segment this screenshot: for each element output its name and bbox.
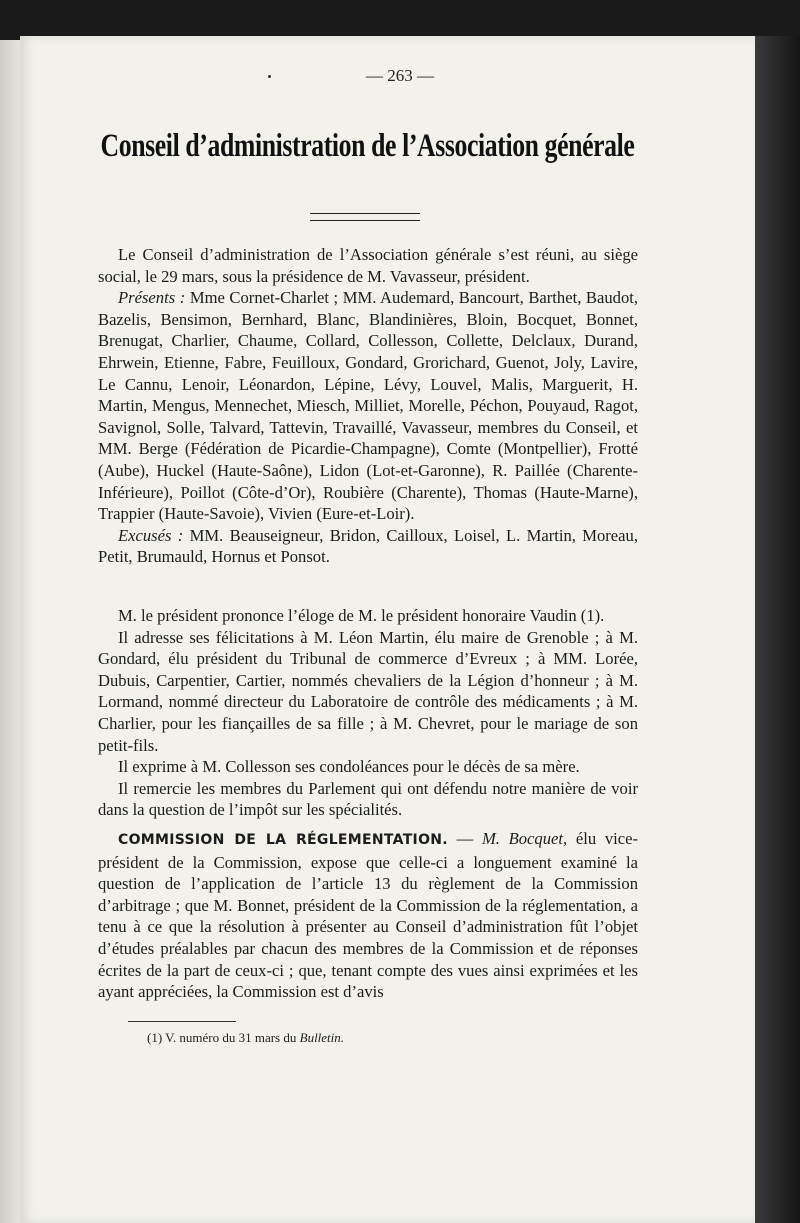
- paragraph-felicitations: Il adresse ses félicitations à M. Léon Martin, élu maire de Grenoble ; à M. Gondard, élu président du Tribunal de commerce d’Evreux ; à MM. Lorée, Dubuis, Carpentier, Cartier, nommés chevaliers de la Légion d’honneur ; à M. Lormand, nommé directeur du Laboratoire de contrôle des médicaments ; à M. Charlier, pour les fiançailles de sa fille ; à M. Chevret, pour le mariage de son petit-fils.: [98, 627, 638, 755]
- paragraph-excuses: Excusés : MM. Beauseigneur, Bridon, Cailloux, Loisel, L. Martin, Moreau, Petit, Brumauld, Hornus et Ponsot.: [98, 525, 638, 567]
- scan-background: [755, 36, 800, 1223]
- footnote-rule: [128, 1021, 236, 1022]
- footnote: (1) V. numéro du 31 mars du Bulletin.: [147, 1030, 345, 1045]
- announcements-block: [98, 605, 638, 821]
- paragraph-intro: Le Conseil d’administration de l’Association générale s’est réuni, au siège social, le 29 mars, sous la présidence de M. Vavasseur, président.: [98, 245, 638, 286]
- page-title: Conseil d’administration de l’Association générale: [100, 128, 635, 164]
- adjacent-page-edge: [0, 40, 22, 1223]
- title-divider: [310, 213, 420, 221]
- paragraph-condoleances: Il exprime à M. Collesson ses condoléances pour le décès de sa mère.: [118, 757, 580, 777]
- paragraph-remerciements: Il remercie les membres du Parlement qui ont défendu notre manière de voir dans la question de l’impôt sur les spécialités.: [98, 778, 638, 820]
- paragraph-commission: COMMISSION DE LA RÉGLEMENTATION. — M. Bocquet, élu vice-président de la Commission, expose que celle-ci a longuement examiné la question de l’application de l’article 13 du règlement de la Commission d’arbitrage ; que M. Bonnet, président de la Commission de la réglementation, a tenu à ce que la résolution à présenter au Conseil d’administration fût l’objet d’études préalables par chacun des membres de la Commission et de réponses écrites de la part de ceux-ci ; que, tenant compte des vues ainsi exprimées et les ayant appréciées, la Commission est d’avis: [98, 829, 639, 1002]
- presents-label: Présents :: [118, 288, 186, 308]
- paragraph-eloge: M. le président prononce l’éloge de M. le président honoraire Vaudin (1).: [118, 606, 605, 625]
- section-heading: COMMISSION DE LA RÉGLEMENTATION.: [118, 832, 448, 848]
- excuses-label: Excusés :: [118, 525, 184, 545]
- speaker-name: M. Bocquet,: [481, 829, 568, 848]
- page-number: — 263 —: [366, 66, 434, 85]
- paragraph-presents: Présents : Mme Cornet-Charlet ; MM. Audemard, Bancourt, Barthet, Baudot, Bazelis, Bensimon, Bernhard, Blanc, Blandinières, Bloin, Bocquet, Bonnet, Brenugat, Charlier, Chaume, Collard, Collesson, Collette, Delclaux, Durand, Ehrwein, Etienne, Fabre, Feuilloux, Gondard, Grorichard, Guenot, Joly, Lavire, Le Cannu, Lenoir, Léonardon, Lépine, Lévy, Louvel, Malis, Marguerit, H. Martin, Mengus, Mennechet, Miesch, Milliet, Morelle, Péchon, Pouyaud, Ragot, Savignol, Solle, Talvard, Tattevin, Travaillé, Vavasseur, membres du Conseil, et MM. Berge (Fédération de Picardie-Champagne), Comte (Montpellier), Frotté (Aube), Huckel (Haute-Saône), Lidon (Lot-et-Garonne), R. Paillée (Charente-Inférieure), Poillot (Côte-d’Or), Roubière (Charente), Thomas (Haute-Marne), Trappier (Haute-Savoie), Vivien (Eure-et-Loir).: [98, 288, 638, 524]
- commission-section: [98, 828, 638, 1003]
- attendance-block: [98, 244, 638, 568]
